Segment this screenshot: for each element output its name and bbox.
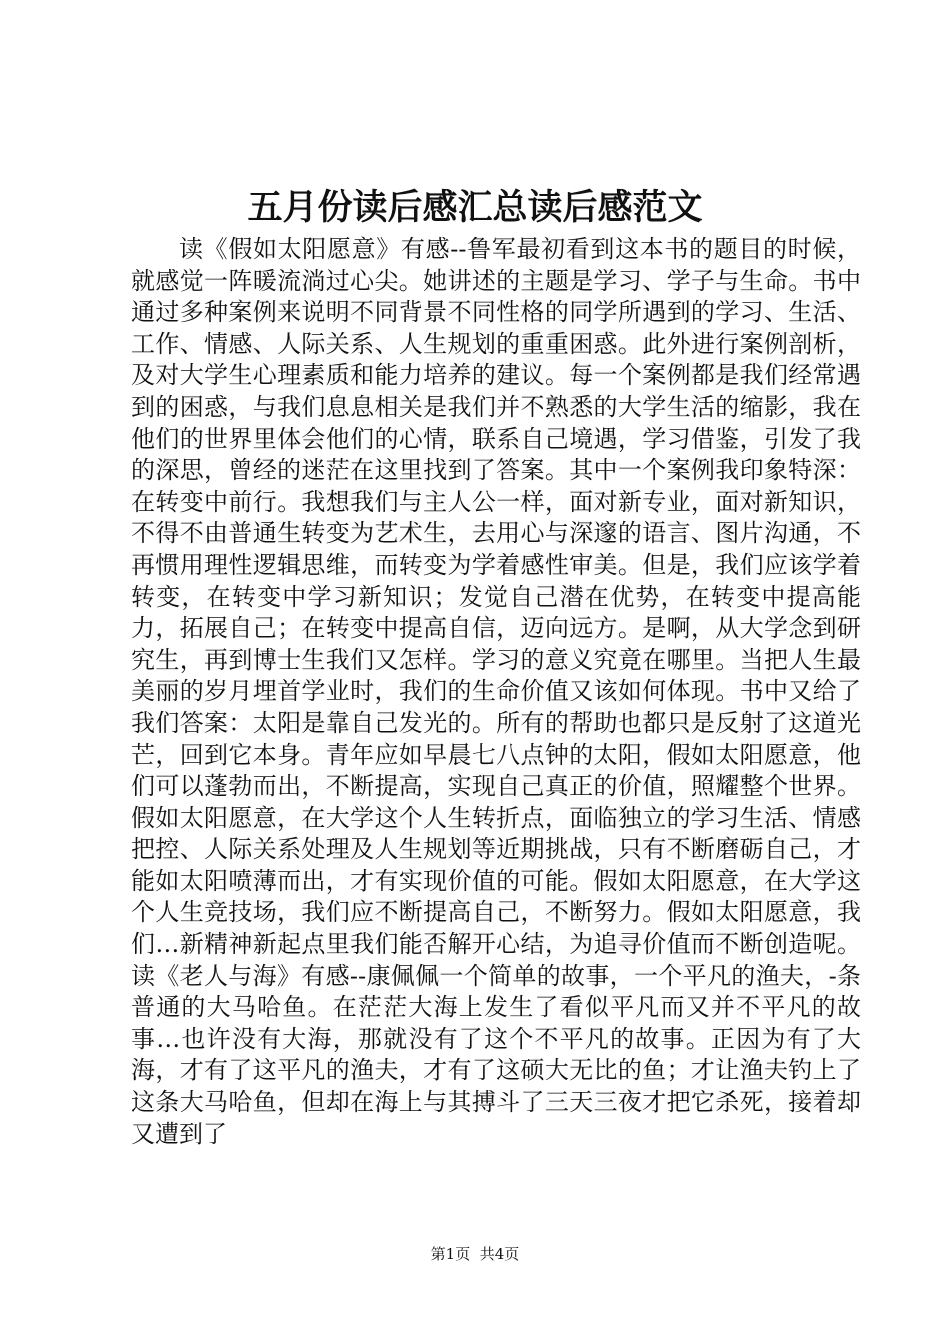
page-total: 共4页 (479, 1245, 520, 1263)
page-footer (0, 1244, 950, 1264)
document-body: 读《假如太阳愿意》有感--鲁军最初看到这本书的题目的时候，就感觉一阵暖流淌过心尖。她讲述的主题是学习、学子与生命。书中通过多种案例来说明不同背景不同性格的同学所遇到的学习、生活、工作、情感、人际关系、人生规划的重重困惑。此外进行案例剖析，及对大学生心理素质和能力培养的建议。每一个案例都是我们经常遇到的困惑，与我们息息相关是我们并不熟悉的大学生活的缩影，我在他们的世界里体会他们的心情，联系自己境遇，学习借鉴，引发了我的深思，曾经的迷茫在这里找到了答案。其中一个案例我印象特深：在转变中前行。我想我们与主人公一样，面对新专业，面对新知识，不得不由普通生转变为艺术生，去用心与深邃的语言、图片沟通，不再惯用理性逻辑思维，而转变为学着感性审美。但是，我们应该学着转变，在转变中学习新知识；发觉自己潜在优势，在转变中提高能力，拓展自己；在转变中提高自信，迈向远方。是啊，从大学念到研究生，再到博士生我们又怎样。学习的意义究竟在哪里。当把人生最美丽的岁月埋首学业时，我们的生命价值又该如何体现。书中又给了我们答案：太阳是靠自己发光的。所有的帮助也都只是反射了这道光芒，回到它本身。青年应如早晨七八点钟的太阳，假如太阳愿意，他们可以蓬勃而出，不断提高，实现自己真正的价值，照耀整个世界。假如太阳愿意，在大学这个人生转折点，面临独立的学习生活、情感把控、人际关系处理及人生规划等近期挑战，只有不断磨砺自己，才能如太阳喷薄而出，才有实现价值的可能。假如太阳愿意，在大学这个人生竞技场，我们应不断提高自己，不断努力。假如太阳愿意，我们…新精神新起点里我们能否解开心结，为追寻价值而不断创造呢。读《老人与海》有感--康佩佩一个简单的故事，一个平凡的渔夫，-条普通的大马哈鱼。在茫茫大海上发生了看似平凡而又并不平凡的故事…也许没有大海，那就没有了这个不平凡的故事。正因为有了大海，才有了这平凡的渔夫，才有了这硕大无比的鱼；才让渔夫钓上了这条大马哈鱼，但却在海上与其搏斗了三天三夜才把它杀死，接着却又遭到了 (131, 235, 861, 1148)
footer-separator (470, 1245, 480, 1263)
page-number: 第1页 (430, 1245, 471, 1263)
document-title: 五月份读后感汇总读后感范文 (247, 187, 703, 228)
